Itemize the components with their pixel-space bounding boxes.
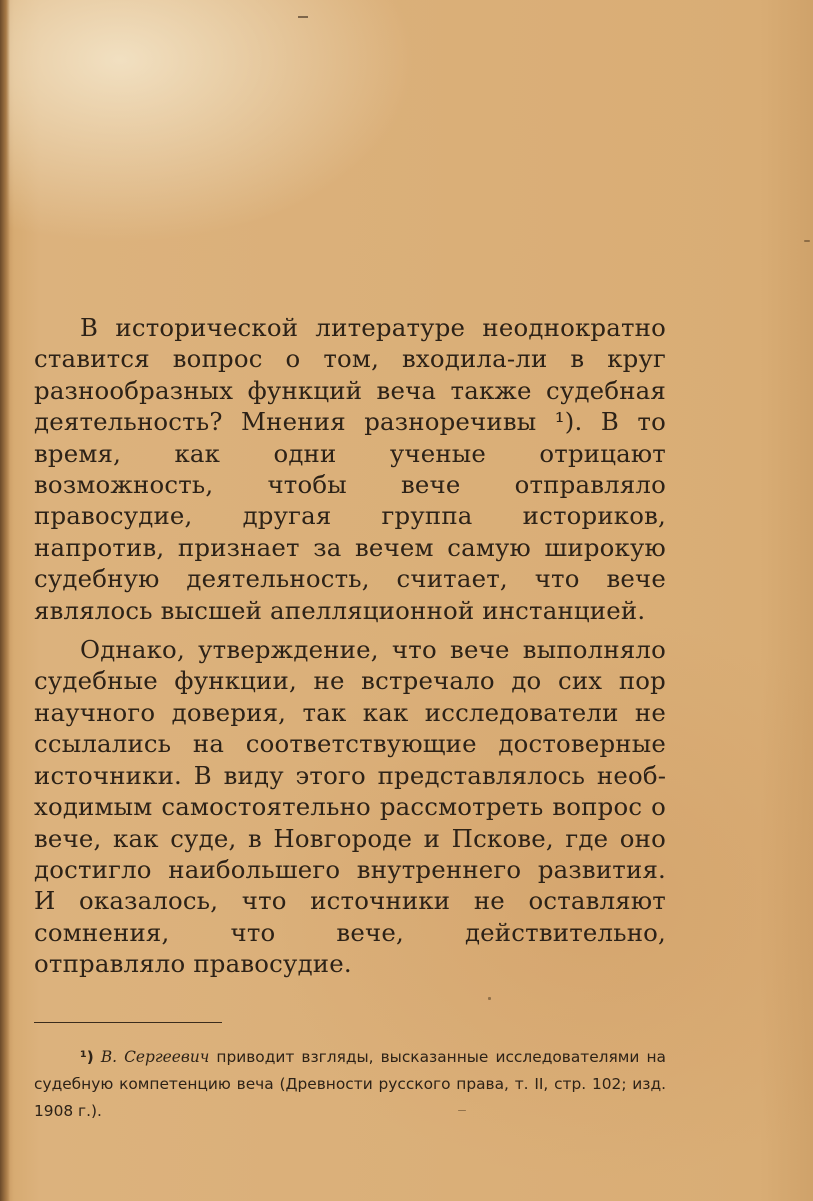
paragraph-2: Однако, утверждение, что вече выполняло судебные функции, не встречало до сих пор научного доверия, так как исследователи не ссылались на соответствующие достоверные источники. В виду этого представлялось необходимым самостоятельно рассмотреть вопрос о вече, как суде, в Новгороде и Пскове, где оно достигло наибольшего внутреннего развития. И оказалось, что источники не оставляют сомнения, что вече, действительно, отправляло правосудие.	[34, 635, 666, 979]
footnote-number: ¹)	[80, 1048, 94, 1066]
top-mark	[298, 16, 308, 18]
footnote	[34, 1044, 666, 1125]
paragraph-1: В исторической литературе неоднократно ставится вопрос о том, входила-ли в круг разнообразных функций веча также судебная деятельность? Мнения разноречивы ¹). В то время, как одни ученые отрицают возможность, чтобы вече отправляло правосудие, другая группа историков, напротив, признает за вечем самую широкую судебную деятельность, считает, что вече являлось высшей апелляционной инстанцией.	[34, 313, 666, 625]
paper-speck	[488, 997, 491, 1000]
footnote-divider	[34, 1022, 222, 1023]
page-spine-shadow	[0, 0, 10, 1201]
paper-speck	[458, 1110, 466, 1111]
paper-speck	[804, 240, 810, 242]
main-text	[34, 312, 666, 980]
footnote-author: В. Сергеевич	[100, 1048, 210, 1066]
footnote-text: приводит взгляды, высказанные исследователями на судебную компетенцию веча (Древности русского права, т. II, стр. 102; изд. 1908 г.).	[34, 1048, 666, 1120]
